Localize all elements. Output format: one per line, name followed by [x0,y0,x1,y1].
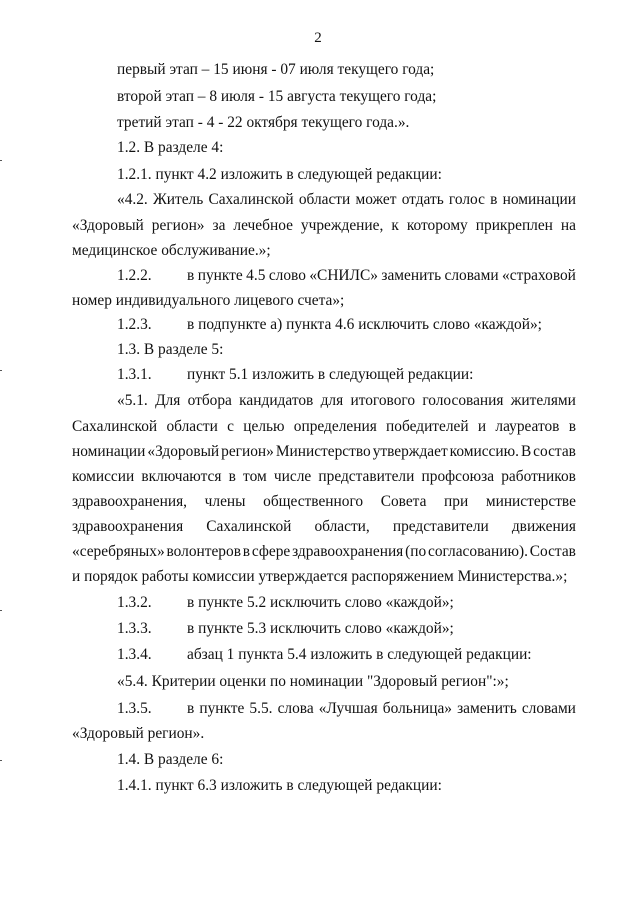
word: которому [406,217,468,234]
word: пункте [199,700,245,717]
word: слово [268,267,306,284]
word: учреждение, [300,217,384,234]
word: словами [444,267,499,284]
text-line [72,443,576,461]
word: области [166,418,218,435]
word: «4.2. [117,191,148,208]
word: в [490,191,498,208]
text-line: и порядок работы комиссии утверждается распоряжением Министерства.»; [72,568,568,585]
text-line [72,217,576,235]
page-number: 2 [314,30,322,46]
word: номинации [72,443,146,460]
word: в [187,700,195,717]
scan-artifact [0,160,2,161]
word: заменить [381,267,442,284]
word: здравоохранения, [72,493,188,510]
text-line [72,418,576,436]
word: состав [533,443,576,460]
text-line [72,543,576,561]
word: сфере [251,543,291,560]
section-heading: 1.2. В разделе 4: [117,139,224,156]
word: представители [318,468,415,485]
text-line: медицинское обслуживание.»; [72,242,271,259]
text-line: 1.2.1. пункт 4.2 изложить в следующей редакции: [117,166,442,183]
word: слова [277,700,314,717]
word: комиссию. [449,443,519,460]
word: заменить [457,700,517,717]
scan-artifact [0,760,2,761]
text-line: в пункте 5.3 исключить слово «каждой»; [187,620,454,637]
word: «серебряных» [72,543,165,560]
text-line [187,700,576,718]
word: комиссии [72,468,135,485]
text-line [72,493,576,511]
text-line: в пункте 5.2 исключить слово «каждой»; [187,594,454,611]
word: номинации [502,191,576,208]
text-line [187,267,576,285]
word: члены [204,493,246,510]
text-line [72,468,576,486]
text-line: первый этап – 15 июня - 07 июля текущего года; [117,61,435,78]
word: кандидатов [239,392,314,409]
item-number: 1.3.2. [117,594,152,611]
word: согласованию). [427,543,528,560]
item-number: 1.2.2. [117,267,152,284]
text-line: «Здоровый регион». [72,725,205,742]
text-line [117,392,576,410]
word: утверждает [372,443,448,460]
text-line: в подпункте а) пункта 4.6 исключить слово «каждой»; [187,316,542,333]
word: Сахалинской [208,191,294,208]
word: отбора [187,392,232,409]
word: 4.5 [246,267,266,284]
word: голосования [422,392,504,409]
word: итогового [350,392,416,409]
word: голос [448,191,485,208]
word: лауреатов [495,418,560,435]
word: «СНИЛС» [309,267,378,284]
word: здравоохранения [292,543,404,560]
word: Совета [380,493,427,510]
word: «5.1. [117,392,148,409]
word: общественного [263,493,364,510]
word: жителями [510,392,576,409]
word: министерстве [485,493,576,510]
section-heading: 1.4. В разделе 6: [117,751,224,768]
word: Министерство [275,443,371,460]
word: в [568,418,576,435]
word: 5.5. [249,700,273,717]
word: в [242,543,251,560]
word: Для [155,392,181,409]
word: пункте [197,267,243,284]
word: отдать [401,191,444,208]
word: в [187,267,195,284]
word: «Здоровый [147,443,220,460]
text-line: пункт 5.1 изложить в следующей редакции: [187,366,474,383]
word: регион» [151,217,205,234]
word: (по [405,543,427,560]
text-line [117,191,576,209]
item-number: 1.3.1. [117,366,152,383]
word: прикреплен [475,217,553,234]
item-number: 1.3.5. [117,700,152,717]
word: волонтеров [166,543,241,560]
text-line: номер индивидуального лицевого счета»; [72,292,345,309]
word: и [477,418,487,435]
word: определения [293,418,377,435]
text-line: «5.4. Критерии оценки по номинации "Здоровый регион":»; [117,673,509,690]
word: для [320,392,344,409]
item-number: 1.3.4. [117,646,152,663]
word: представители [392,518,489,535]
word: за [212,217,226,234]
word: может [355,191,397,208]
word: том [243,468,267,485]
section-heading: 1.3. В разделе 5: [117,341,224,358]
text-line: абзац 1 пункта 5.4 изложить в следующей редакции: [187,646,532,663]
word: «Здоровый [72,217,144,234]
word: на [560,217,576,234]
word: при [444,493,469,510]
word: В [520,443,532,460]
word: профсоюза [421,468,495,485]
item-number: 1.2.3. [117,316,152,333]
word: движения [511,518,576,535]
word: целью [243,418,285,435]
word: работников [501,468,576,485]
word: области, [314,518,370,535]
word: здравоохранения [72,518,184,535]
word: Состав [529,543,576,560]
word: победителей [386,418,469,435]
text-line: второй этап – 8 июля - 15 августа текущего года; [117,88,437,105]
word: в [228,468,236,485]
word: к [391,217,399,234]
word: включаются [141,468,222,485]
word: регион» [221,443,274,460]
text-line: третий этап - 4 - 22 октября текущего года.». [117,114,410,131]
word: Сахалинской [206,518,292,535]
word: «Лучшая [318,700,378,717]
item-number: 1.3.3. [117,620,152,637]
word: словами [521,700,576,717]
word: лечебное [233,217,293,234]
word: области [298,191,351,208]
word: Житель [152,191,204,208]
text-line [72,518,576,536]
word: Сахалинской [72,418,158,435]
scan-artifact [0,610,2,611]
word: больница» [382,700,453,717]
word: числе [273,468,312,485]
text-line: 1.4.1. пункт 6.3 изложить в следующей редакции: [117,777,442,794]
scan-artifact [0,370,2,371]
word: с [227,418,234,435]
word: «страховой [502,267,576,284]
